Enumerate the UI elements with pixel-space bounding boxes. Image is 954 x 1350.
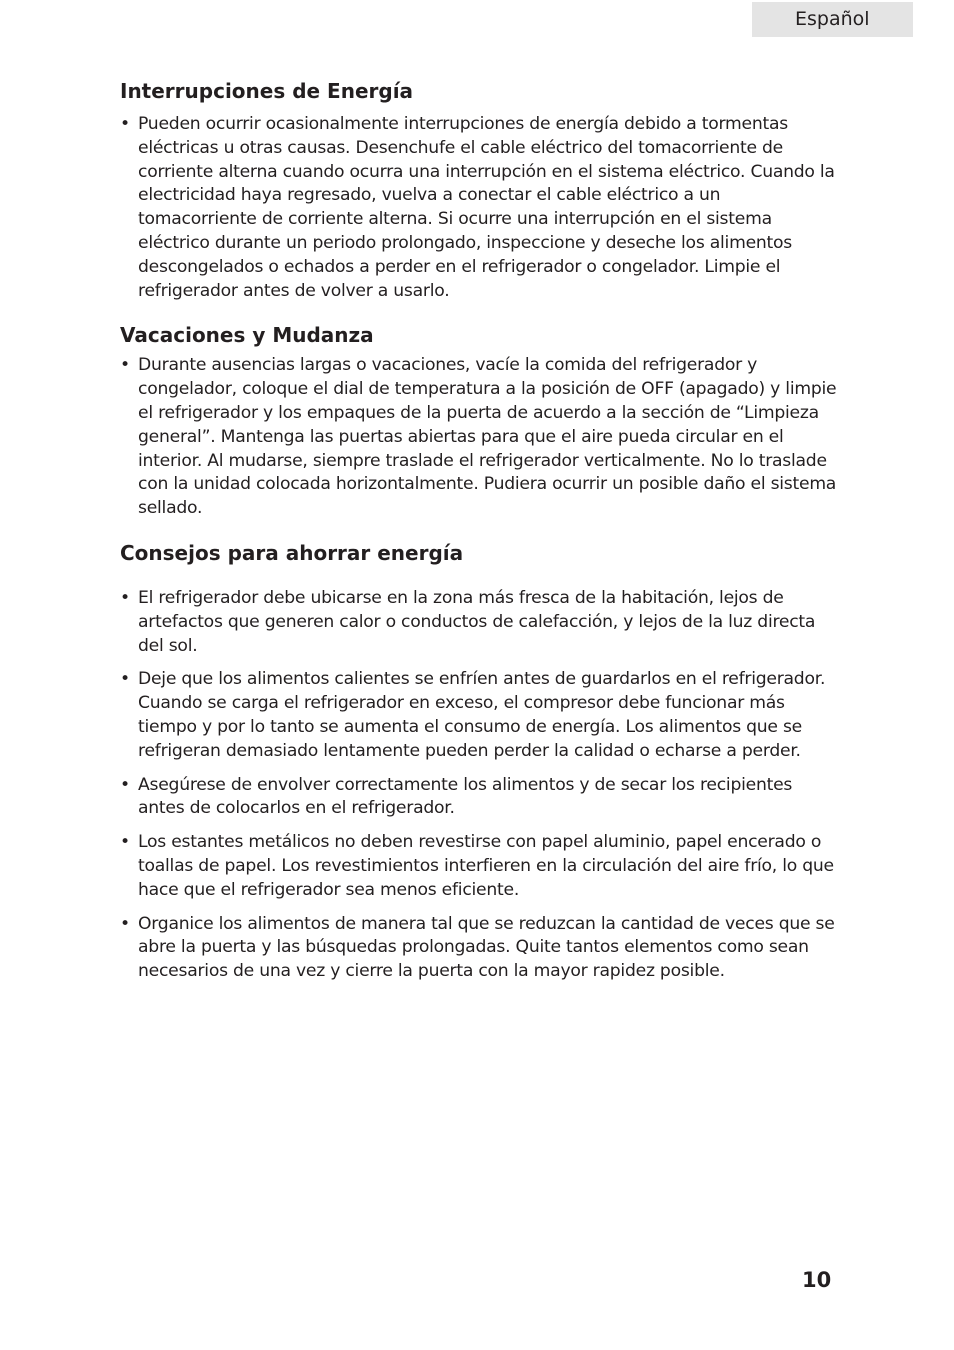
list-item <box>120 668 840 763</box>
list-item <box>120 113 840 303</box>
list-item-text: Los estantes metálicos no deben revestirse con papel aluminio, papel encerado o toallas de papel. Los revestimientos interfieren en la circulación del aire frío, lo que hace que el refrigerador sea menos eficiente. <box>138 832 834 900</box>
list-item-text: Asegúrese de envolver correctamente los alimentos y de secar los recipientes antes de colocarlos en el refrigerador. <box>138 774 793 819</box>
bullet-icon: • <box>120 774 130 795</box>
section-heading-vacation-moving: Vacaciones y Mudanza <box>120 323 374 348</box>
page-number: 10 <box>802 1268 832 1292</box>
bullet-icon: • <box>120 355 130 376</box>
section-heading-energy-saving-tips: Consejos para ahorrar energía <box>120 540 464 565</box>
list-item-text: Deje que los alimentos calientes se enfríen antes de guardarlos en el refrigerador. Cuando se carga el refrigerador en exceso, el compresor debe funcionar más tiempo y por lo tanto se aumenta el consumo de energía. Los alimentos que se refrigeran demasiado lentamente pueden perder la calidad o echarse a perder. <box>138 669 826 761</box>
bullet-icon: • <box>120 114 130 134</box>
bullet-icon: • <box>120 587 130 608</box>
bullet-icon: • <box>120 669 130 690</box>
page-content <box>120 77 840 994</box>
list-item <box>120 831 840 902</box>
bullet-icon: • <box>120 832 130 853</box>
bullet-list-energy-saving-tips <box>120 587 840 984</box>
list-item <box>120 354 840 521</box>
bullet-icon: • <box>120 913 130 934</box>
language-tab: Español <box>752 2 913 37</box>
list-item <box>120 913 840 984</box>
list-item-text: Organice los alimentos de manera tal que se reduzcan la cantidad de veces que se abre la puerta y las búsquedas prolongadas. Quite tantos elementos como sean necesarios de una vez y cierre la puerta con la mayor rapidez posible. <box>138 913 835 982</box>
section-heading-power-outages: Interrupciones de Energía <box>120 79 414 103</box>
list-item-text: Pueden ocurrir ocasionalmente interrupciones de energía debido a tormentas eléctricas u otras causas. Desenchufe el cable eléctrico del tomacorriente de corriente alterna cuando ocurra una interrupción en el sistema eléctrico. Cuando la electricidad haya regresado, vuelva a conectar el cable eléctrico a un tomacorriente de corriente alterna. Si ocurre una interrupción en el sistema eléctrico durante un periodo prolongado, inspeccione y deseche los alimentos descongelados o echados a perder en el refrigerador o congelador. Limpie el refrigerador antes de volver a usarlo. <box>138 114 835 301</box>
list-item <box>120 587 840 658</box>
list-item <box>120 774 840 822</box>
list-item-text: Durante ausencias largas o vacaciones, vacíe la comida del refrigerador y congelador, coloque el dial de temperatura a la posición de OFF (apagado) y limpie el refrigerador y los empaques de la puerta de acuerdo a la sección de “Limpieza general”. Mantenga las puertas abiertas para que el aire pueda circular en el interior. Al mudarse, siempre traslade el refrigerador verticalmente. No lo traslade con la unidad colocada horizontalmente. Pudiera ocurrir un posible daño el sistema sellado. <box>138 355 837 519</box>
bullet-list-power-outages <box>120 113 840 303</box>
list-item-text: El refrigerador debe ubicarse en la zona más fresca de la habitación, lejos de artefactos que generen calor o conductos de calefacción, y lejos de la luz directa del sol. <box>138 587 816 656</box>
bullet-list-vacation-moving <box>120 354 840 521</box>
